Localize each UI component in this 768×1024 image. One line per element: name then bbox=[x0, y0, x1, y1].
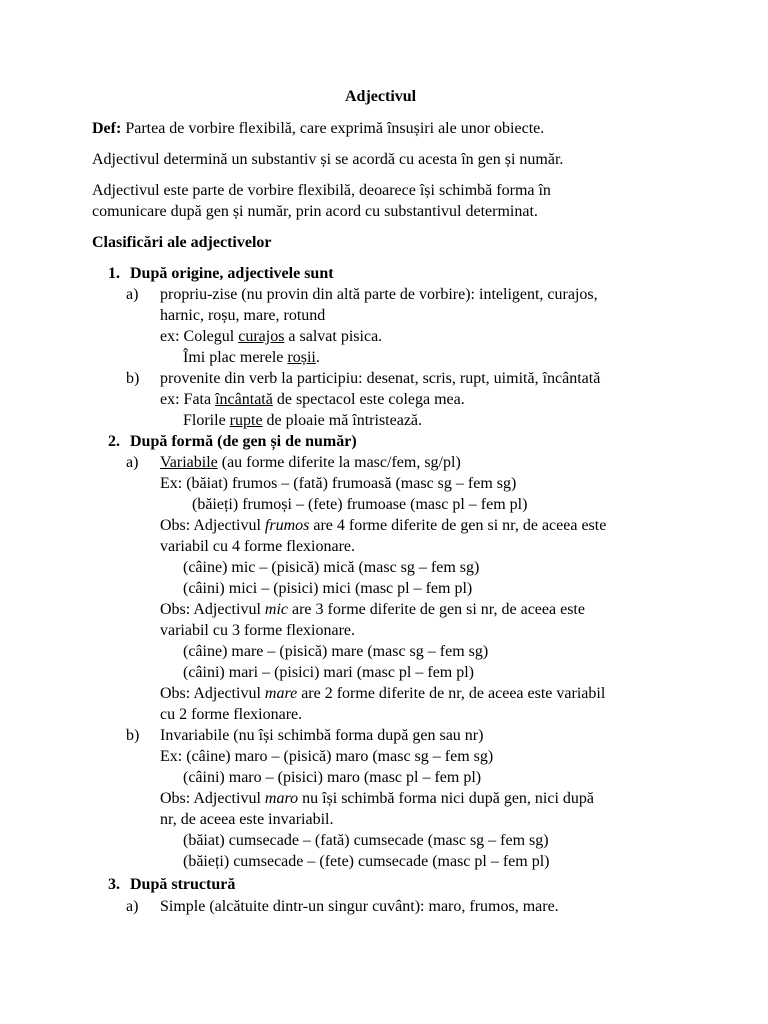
section-3a-letter: a) bbox=[126, 898, 139, 915]
section-2b-example-2: (câini) maro – (pisici) maro (masc pl – fem pl) bbox=[183, 769, 482, 786]
section-2a-example-4: (câini) mici – (pisici) mici (masc pl – fem pl) bbox=[183, 580, 473, 597]
section-1a-example-1: ex: Colegul curajos a salvat pisica. bbox=[160, 328, 383, 345]
definition-label: Def: bbox=[92, 120, 122, 137]
definition bbox=[92, 118, 544, 139]
section-2a-obs-1-cont: variabil cu 4 forme flexionare. bbox=[160, 538, 356, 555]
section-1a-line-2: harnic, roșu, mare, rotund bbox=[160, 307, 326, 324]
section-2-number: 2. bbox=[108, 433, 120, 450]
underlined-adjective: roșii bbox=[287, 349, 316, 366]
underlined-adjective: curajos bbox=[238, 328, 285, 345]
section-2-title: După formă (de gen și de număr) bbox=[130, 433, 357, 450]
italic-adjective: frumos bbox=[264, 517, 310, 534]
section-2a-obs-1: Obs: Adjectivul frumos are 4 forme diferite de gen si nr, de aceea este bbox=[160, 517, 607, 534]
variabile-label: Variabile bbox=[160, 454, 218, 471]
section-2a-example-6: (câini) mari – (pisici) mari (masc pl – fem pl) bbox=[183, 664, 475, 681]
section-3a-line: Simple (alcătuite dintr-un singur cuvânt): maro, frumos, mare. bbox=[160, 898, 559, 915]
section-1a-letter: a) bbox=[126, 286, 139, 303]
section-1-title: După origine, adjectivele sunt bbox=[130, 265, 334, 282]
section-2a-obs-3-cont: cu 2 forme flexionare. bbox=[160, 706, 303, 723]
paragraph-2-line-1: Adjectivul este parte de vorbire flexibilă, deoarece își schimbă forma în bbox=[92, 182, 551, 199]
section-2b-line: Invariabile (nu își schimbă forma după gen sau nr) bbox=[160, 727, 484, 744]
section-2a-example-5: (câine) mare – (pisică) mare (masc sg – fem sg) bbox=[183, 643, 489, 660]
section-2a-example-2: (băieți) frumoși – (fete) frumoase (masc pl – fem pl) bbox=[192, 496, 528, 513]
section-1a-example-2: Îmi plac merele roșii. bbox=[183, 349, 320, 366]
section-1b-line: provenite din verb la participiu: desenat, scris, rupt, uimită, încântată bbox=[160, 370, 601, 387]
paragraph-2-line-2: comunicare după gen și număr, prin acord cu substantivul determinat. bbox=[92, 203, 538, 220]
definition-text: Partea de vorbire flexibilă, care exprimă însușiri ale unor obiecte. bbox=[121, 120, 545, 137]
section-1b-letter: b) bbox=[126, 370, 140, 387]
paragraph-1: Adjectivul determină un substantiv și se acordă cu acesta în gen și număr. bbox=[92, 151, 564, 168]
section-2b-example-3: (băiat) cumsecade – (fată) cumsecade (masc sg – fem sg) bbox=[183, 832, 549, 849]
section-2b-obs: Obs: Adjectivul maro nu își schimbă forma nici după gen, nici după bbox=[160, 790, 595, 807]
section-2a-line: Variabile (au forme diferite la masc/fem, sg/pl) bbox=[160, 454, 461, 471]
page-title: Adjectivul bbox=[345, 88, 417, 105]
section-1-number: 1. bbox=[108, 265, 120, 282]
section-2a-letter: a) bbox=[126, 454, 139, 471]
italic-adjective: maro bbox=[264, 790, 299, 807]
section-2a-obs-2: Obs: Adjectivul mic are 3 forme diferite de gen si nr, de aceea este bbox=[160, 601, 585, 618]
section-1b-example-2: Florile rupte de ploaie mă întristează. bbox=[183, 412, 423, 429]
section-2b-letter: b) bbox=[126, 727, 140, 744]
section-2a-example-3: (câine) mic – (pisică) mică (masc sg – fem sg) bbox=[183, 559, 480, 576]
section-2b-obs-cont: nr, de aceea este invariabil. bbox=[160, 811, 334, 828]
underlined-adjective: rupte bbox=[229, 412, 263, 429]
section-2b-example-1: Ex: (câine) maro – (pisică) maro (masc sg – fem sg) bbox=[160, 748, 494, 765]
section-2a-obs-2-cont: variabil cu 3 forme flexionare. bbox=[160, 622, 356, 639]
section-2b-example-4: (băieți) cumsecade – (fete) cumsecade (masc pl – fem pl) bbox=[183, 853, 550, 870]
classification-heading: Clasificări ale adjectivelor bbox=[92, 234, 272, 251]
section-2a-obs-3: Obs: Adjectivul mare are 2 forme diferite de nr, de aceea este variabil bbox=[160, 685, 606, 702]
section-1a-line-1: propriu-zise (nu provin din altă parte de vorbire): inteligent, curajos, bbox=[160, 286, 598, 303]
section-2a-example-1: Ex: (băiat) frumos – (fată) frumoasă (masc sg – fem sg) bbox=[160, 475, 517, 492]
italic-adjective: mic bbox=[264, 601, 288, 618]
section-3-number: 3. bbox=[108, 876, 120, 893]
italic-adjective: mare bbox=[264, 685, 298, 702]
section-3-title: După structură bbox=[130, 876, 236, 893]
section-1b-example-1: ex: Fata încântată de spectacol este colega mea. bbox=[160, 391, 465, 408]
underlined-adjective: încântată bbox=[215, 391, 273, 408]
